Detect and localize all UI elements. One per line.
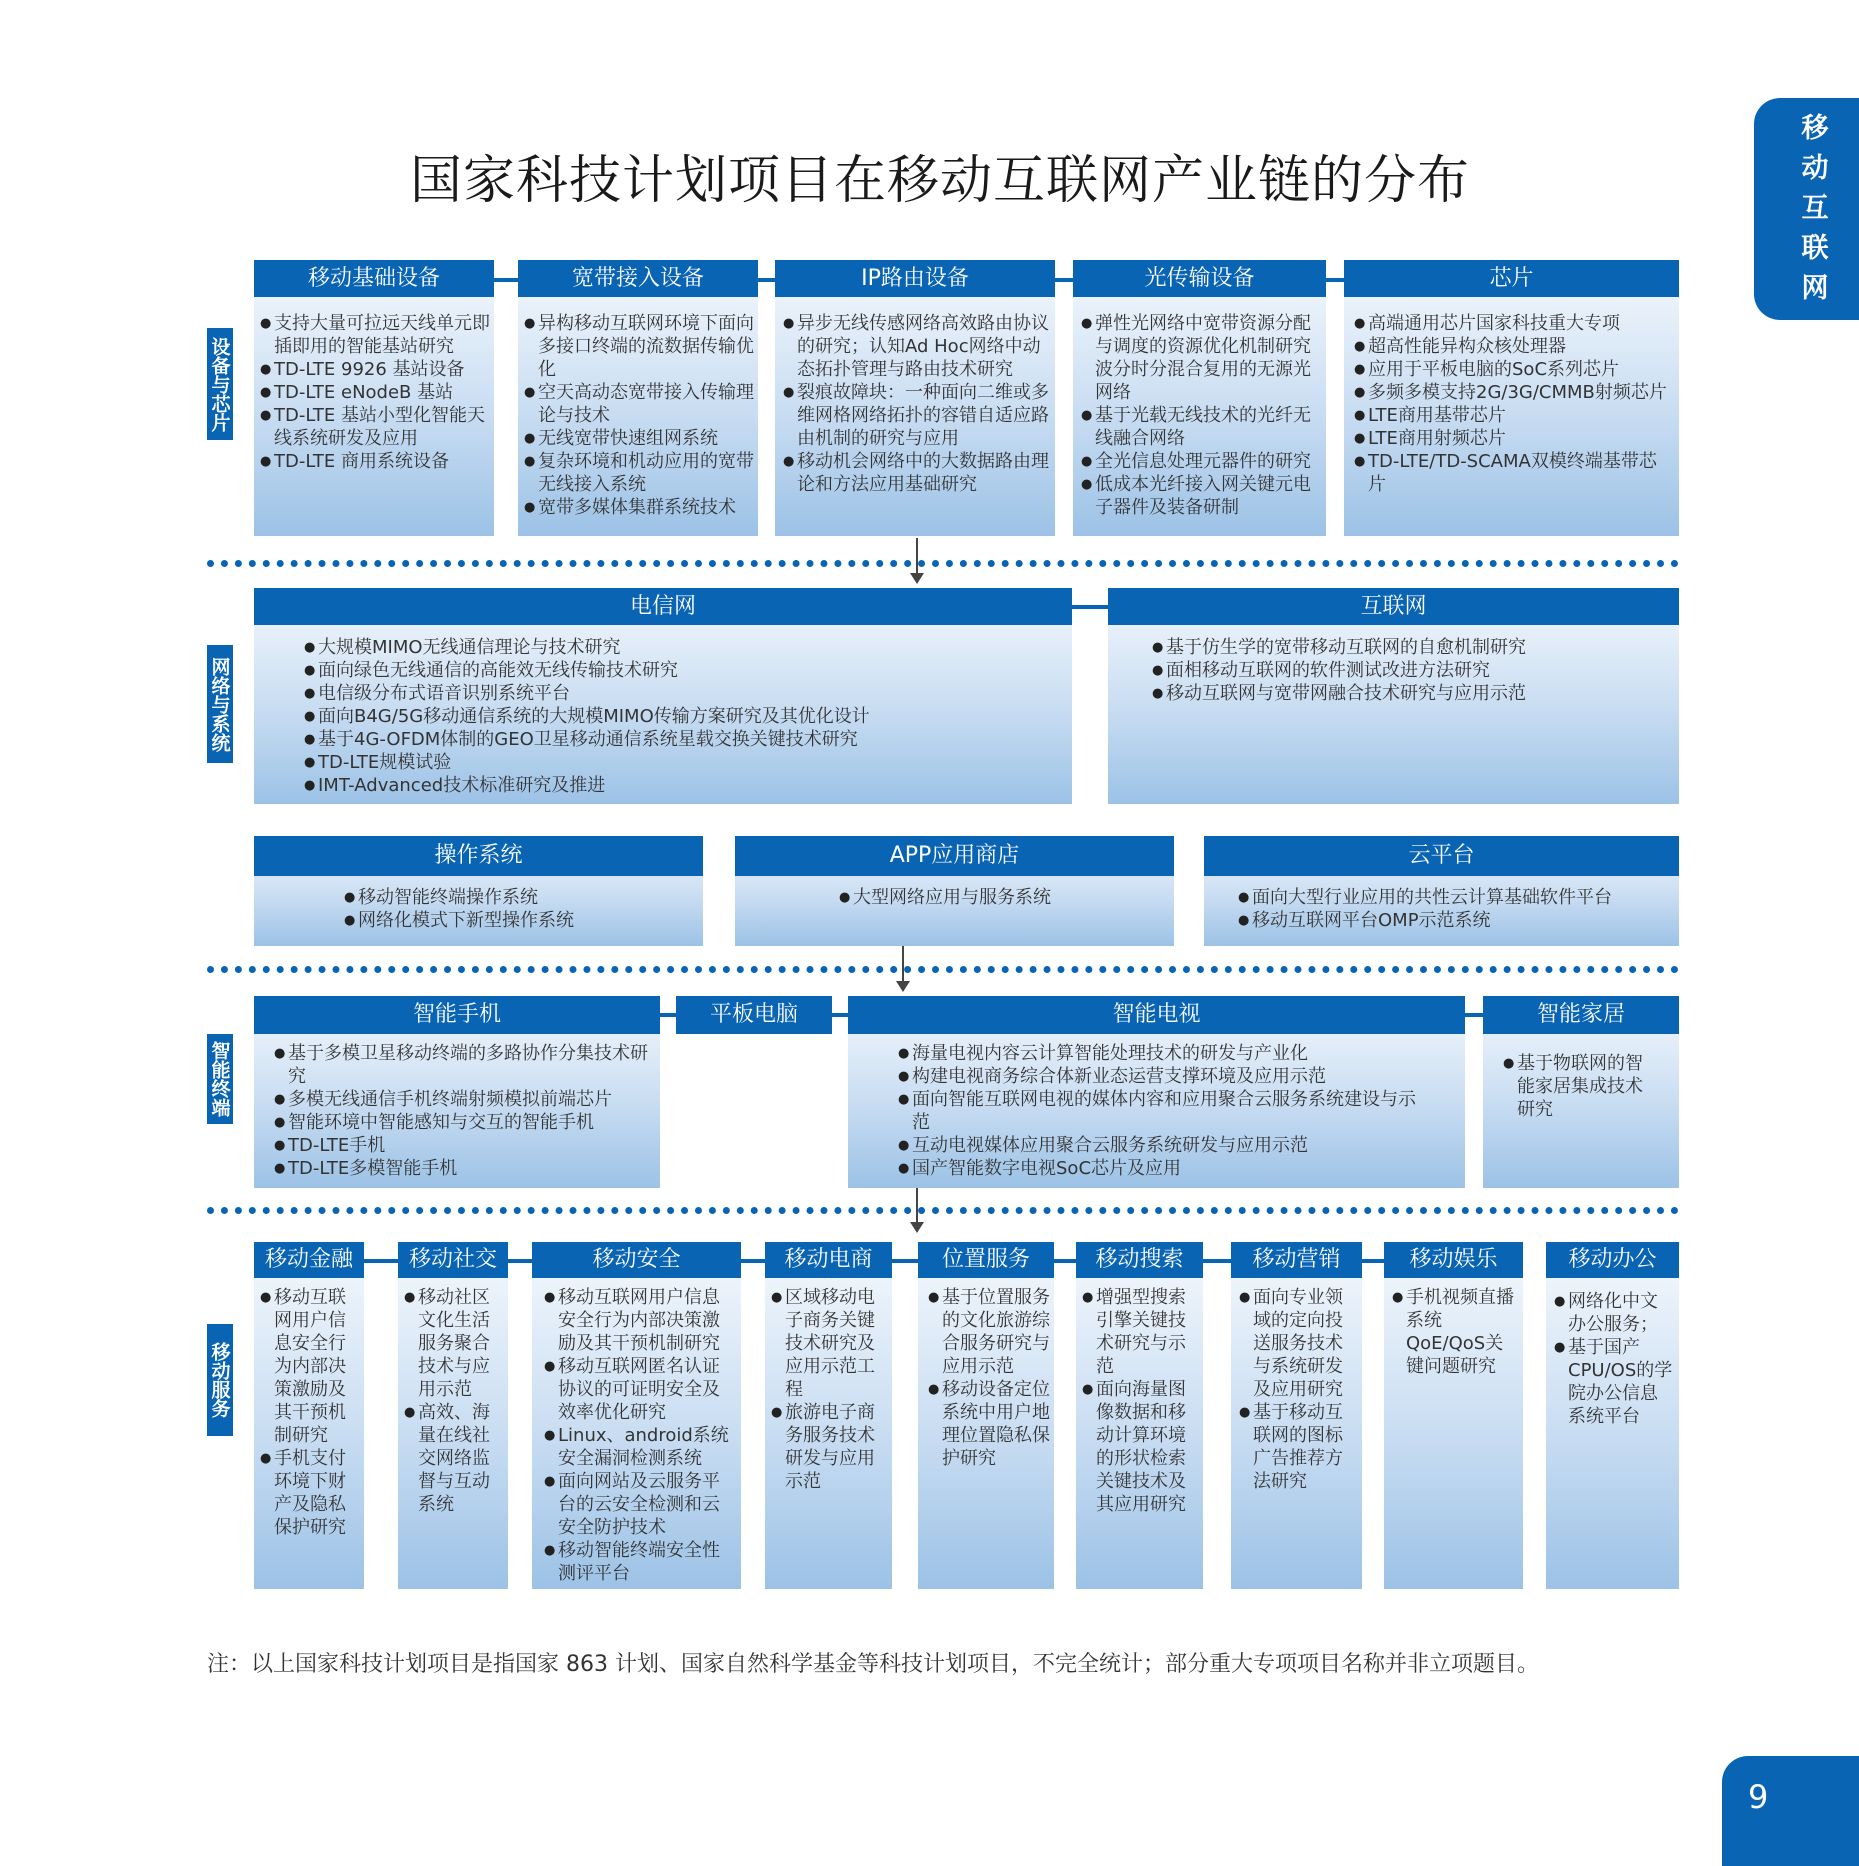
item-list	[1503, 1052, 1653, 1121]
footnote: 注：以上国家科技计划项目是指国家 863 计划、国家自然科学基金等科技计划项目，不完全统计；部分重大专项项目名称并非立项题目。	[207, 1652, 1539, 1677]
category-card	[1231, 1242, 1362, 1589]
list-item: ● 手机支付环境下财产及隐私保护研究	[260, 1447, 360, 1539]
category-card	[1384, 1242, 1523, 1589]
category-card	[254, 1242, 364, 1589]
list-item: ● Linux、android系统安全漏洞检测系统	[544, 1424, 736, 1470]
list-item: ● 高端通用芯片国家科技重大专项	[1354, 312, 1672, 335]
list-item: ● 超高性能异构众核处理器	[1354, 335, 1672, 358]
category-card	[918, 1242, 1054, 1589]
list-item: ● IMT-Advanced技术标准研究及推进	[304, 774, 1064, 797]
header-connector	[892, 1259, 918, 1263]
section-label-devices: 设备与芯片	[207, 328, 233, 440]
list-item: ● 异步无线传感网络高效路由协议的研究；认知Ad Hoc网络中动态拓扑管理与路由技术研究	[783, 312, 1049, 381]
list-item: ● 面向智能互联网电视的媒体内容和应用聚合云服务系统建设与示范	[898, 1088, 1418, 1134]
list-item: ● 移动互联网匿名认证协议的可证明安全及效率优化研究	[544, 1355, 736, 1424]
category-header: 云平台	[1204, 836, 1679, 876]
list-item: ● 构建电视商务综合体新业态运营支撑环境及应用示范	[898, 1065, 1418, 1088]
list-item: ● 移动互联网平台OMP示范系统	[1238, 909, 1674, 932]
list-item: ● TD-LTE/TD-SCAMA双模终端基带芯片	[1354, 450, 1672, 496]
list-item: ● 无线宽带快速组网系统	[524, 427, 754, 450]
list-item: ● 智能环境中智能感知与交互的智能手机	[274, 1111, 654, 1134]
category-card	[254, 260, 494, 536]
category-header: 移动办公	[1546, 1242, 1679, 1278]
list-item: ● 面向网站及云服务平台的云安全检测和云安全防护技术	[544, 1470, 736, 1539]
category-card	[254, 588, 1072, 804]
item-list	[1238, 886, 1674, 932]
category-header: 移动营销	[1231, 1242, 1362, 1278]
list-item: ● 区域移动电子商务关键技术研究及应用示范工程	[771, 1286, 889, 1401]
category-card	[518, 260, 758, 536]
list-item: ● TD-LTE eNodeB 基站	[260, 381, 490, 404]
side-tab-char: 动	[1801, 153, 1829, 184]
header-connector	[1055, 278, 1073, 282]
list-item: ● 基于位置服务的文化旅游综合服务研究与应用示范	[928, 1286, 1050, 1378]
side-tab-char: 移	[1801, 113, 1829, 144]
category-card	[1204, 836, 1679, 946]
item-list	[928, 1286, 1050, 1470]
list-item: ● TD-LTE手机	[274, 1134, 654, 1157]
category-header: 移动社交	[398, 1242, 508, 1278]
list-item: ● 移动互联网用户信息安全行为内部决策激励及其干预机制研究	[260, 1286, 360, 1447]
category-header: 智能家居	[1483, 996, 1679, 1034]
category-card	[1108, 588, 1679, 804]
page-title: 国家科技计划项目在移动互联网产业链的分布	[409, 151, 1470, 211]
list-item: ● 高效、海量在线社交网络监督与互动系统	[404, 1401, 504, 1516]
item-list	[1392, 1286, 1518, 1378]
list-item: ● 移动互联网与宽带网融合技术研究与应用示范	[1152, 682, 1672, 705]
list-item: ● 应用于平板电脑的SoC系列芯片	[1354, 358, 1672, 381]
list-item: ● LTE商用基带芯片	[1354, 404, 1672, 427]
side-tab-char: 网	[1801, 273, 1829, 304]
item-list	[1081, 312, 1321, 519]
category-card	[1076, 1242, 1203, 1589]
list-item: ● 基于光载无线技术的光纤无线融合网络	[1081, 404, 1321, 450]
header-connector	[1203, 1259, 1231, 1263]
list-item: ● 网络化模式下新型操作系统	[344, 909, 694, 932]
category-card	[848, 996, 1465, 1188]
header-connector	[508, 1259, 532, 1263]
item-list	[260, 312, 490, 473]
list-item: ● 海量电视内容云计算智能处理技术的研发与产业化	[898, 1042, 1418, 1065]
category-card	[1483, 996, 1679, 1188]
header-connector	[755, 278, 775, 282]
list-item: ● 基于4G-OFDM体制的GEO卫星移动通信系统星载交换关键技术研究	[304, 728, 1064, 751]
list-item: ● 面相移动互联网的软件测试改进方法研究	[1152, 659, 1672, 682]
side-tab	[1754, 98, 1859, 320]
list-item: ● 多频多模支持2G/3G/CMMB射频芯片	[1354, 381, 1672, 404]
header-connector	[1465, 1013, 1483, 1017]
category-card	[254, 836, 703, 946]
list-item: ● 复杂环境和机动应用的宽带无线接入系统	[524, 450, 754, 496]
list-item: ● 基于多模卫星移动终端的多路协作分集技术研究	[274, 1042, 654, 1088]
header-connector	[1072, 605, 1108, 609]
list-item: ● 面向大型行业应用的共性云计算基础软件平台	[1238, 886, 1674, 909]
category-header: 电信网	[254, 588, 1072, 625]
list-item: ● LTE商用射频芯片	[1354, 427, 1672, 450]
list-item: ● 电信级分布式语音识别系统平台	[304, 682, 1064, 705]
section-label-terminals: 智能终端	[207, 1034, 233, 1124]
page-number: 9	[1722, 1756, 1859, 1866]
header-connector	[660, 1013, 676, 1017]
list-item: ● 手机视频直播系统QoE/QoS关键问题研究	[1392, 1286, 1518, 1378]
category-card	[398, 1242, 508, 1589]
list-item: ● 大规模MIMO无线通信理论与技术研究	[304, 636, 1064, 659]
section-divider	[207, 560, 1679, 567]
list-item: ● 支持大量可拉远天线单元即插即用的智能基站研究	[260, 312, 490, 358]
section-divider	[207, 1207, 1679, 1214]
item-list	[1152, 636, 1672, 705]
flow-arrow	[902, 946, 904, 990]
list-item: ● 国产智能数字电视SoC芯片及应用	[898, 1157, 1418, 1180]
item-list	[1082, 1286, 1200, 1516]
list-item: ● 面向海量图像数据和移动计算环境的形状检索关键技术及其应用研究	[1082, 1378, 1200, 1516]
category-card	[254, 996, 660, 1188]
header-connector	[1362, 1259, 1384, 1263]
list-item: ● TD-LTE多模智能手机	[274, 1157, 654, 1180]
category-card	[1344, 260, 1679, 536]
item-list	[304, 636, 1064, 797]
item-list	[260, 1286, 360, 1539]
list-item: ● 面向绿色无线通信的高能效无线传输技术研究	[304, 659, 1064, 682]
header-connector	[741, 1259, 765, 1263]
category-header: 光传输设备	[1073, 260, 1326, 297]
item-list	[544, 1286, 736, 1585]
list-item: ● 移动设备定位系统中用户地理位置隐私保护研究	[928, 1378, 1050, 1470]
category-header: 位置服务	[918, 1242, 1054, 1278]
flow-arrow	[916, 1187, 918, 1231]
category-header: 互联网	[1108, 588, 1679, 625]
list-item: ● 网络化中文办公服务；	[1554, 1290, 1674, 1336]
category-header: 移动搜索	[1076, 1242, 1203, 1278]
category-card	[1073, 260, 1326, 536]
list-item: ● 空天高动态宽带接入传输理论与技术	[524, 381, 754, 427]
category-header: 智能电视	[848, 996, 1465, 1034]
list-item: ● TD-LTE 基站小型化智能天线系统研发及应用	[260, 404, 490, 450]
list-item: ● 低成本光纤接入网关键元电子器件及装备研制	[1081, 473, 1321, 519]
list-item: ● TD-LTE规模试验	[304, 751, 1064, 774]
item-list	[1354, 312, 1672, 496]
side-tab-char: 互	[1801, 193, 1829, 224]
item-list	[524, 312, 754, 519]
flow-arrow	[916, 538, 918, 582]
item-list	[839, 886, 1169, 909]
list-item: ● 移动机会网络中的大数据路由理论和方法应用基础研究	[783, 450, 1049, 496]
header-connector	[1054, 1259, 1076, 1263]
item-list	[1554, 1290, 1674, 1428]
item-list	[274, 1042, 654, 1180]
category-header: 宽带接入设备	[518, 260, 758, 297]
category-card	[532, 1242, 741, 1589]
list-item: ● 移动智能终端操作系统	[344, 886, 694, 909]
category-header: 移动金融	[254, 1242, 364, 1278]
category-card	[735, 836, 1174, 946]
list-item: ● 异构移动互联网环境下面向多接口终端的流数据传输优化	[524, 312, 754, 381]
category-card	[765, 1242, 892, 1589]
list-item: ● 全光信息处理元器件的研究	[1081, 450, 1321, 473]
header-connector	[832, 1013, 848, 1017]
item-list	[771, 1286, 889, 1493]
list-item: ● TD-LTE 商用系统设备	[260, 450, 490, 473]
list-item: ● 大型网络应用与服务系统	[839, 886, 1169, 909]
side-tab-char: 联	[1801, 233, 1829, 264]
category-header: 芯片	[1344, 260, 1679, 297]
item-list	[404, 1286, 504, 1516]
category-header: 操作系统	[254, 836, 703, 876]
list-item: ● 宽带多媒体集群系统技术	[524, 496, 754, 519]
list-item: ● 基于国产CPU/OS的学院办公信息系统平台	[1554, 1336, 1674, 1428]
category-header: IP路由设备	[775, 260, 1055, 297]
list-item: ● 增强型搜索引擎关键技术研究与示范	[1082, 1286, 1200, 1378]
list-item: ● 旅游电子商务服务技术研发与应用示范	[771, 1401, 889, 1493]
category-header: 移动基础设备	[254, 260, 494, 297]
list-item: ● 基于仿生学的宽带移动互联网的自愈机制研究	[1152, 636, 1672, 659]
category-header: 移动安全	[532, 1242, 741, 1278]
list-item: ● 多模无线通信手机终端射频模拟前端芯片	[274, 1088, 654, 1111]
list-item: ● 基于物联网的智能家居集成技术研究	[1503, 1052, 1653, 1121]
section-divider	[207, 966, 1679, 973]
category-header: 平板电脑	[676, 996, 832, 1034]
category-header: 移动电商	[765, 1242, 892, 1278]
list-item: ● TD-LTE 9926 基站设备	[260, 358, 490, 381]
item-list	[898, 1042, 1418, 1180]
section-label-network: 网络与系统	[207, 645, 233, 763]
list-item: ● 弹性光网络中宽带资源分配与调度的资源优化机制研究波分时分混合复用的无源光网络	[1081, 312, 1321, 404]
list-item: ● 互动电视媒体应用聚合云服务系统研发与应用示范	[898, 1134, 1418, 1157]
item-list	[783, 312, 1049, 496]
list-item: ● 移动社区文化生活服务聚合技术与应用示范	[404, 1286, 504, 1401]
category-card	[775, 260, 1055, 536]
section-label-services: 移动服务	[207, 1324, 233, 1436]
list-item: ● 移动互联网用户信息安全行为内部决策激励及其干预机制研究	[544, 1286, 736, 1355]
category-header: 移动娱乐	[1384, 1242, 1523, 1278]
item-list	[1239, 1286, 1359, 1493]
list-item: ● 面向B4G/5G移动通信系统的大规模MIMO传输方案研究及其优化设计	[304, 705, 1064, 728]
header-connector	[364, 1259, 398, 1263]
list-item: ● 基于移动互联网的图标广告推荐方法研究	[1239, 1401, 1359, 1493]
list-item: ● 移动智能终端安全性测评平台	[544, 1539, 736, 1585]
list-item: ● 面向专业领域的定向投送服务技术与系统研发及应用研究	[1239, 1286, 1359, 1401]
category-header: APP应用商店	[735, 836, 1174, 876]
item-list	[344, 886, 694, 932]
category-header: 智能手机	[254, 996, 660, 1034]
category-card	[1546, 1242, 1679, 1589]
list-item: ● 裂痕故障块：一种面向二维或多维网格网络拓扑的容错自适应路由机制的研究与应用	[783, 381, 1049, 450]
